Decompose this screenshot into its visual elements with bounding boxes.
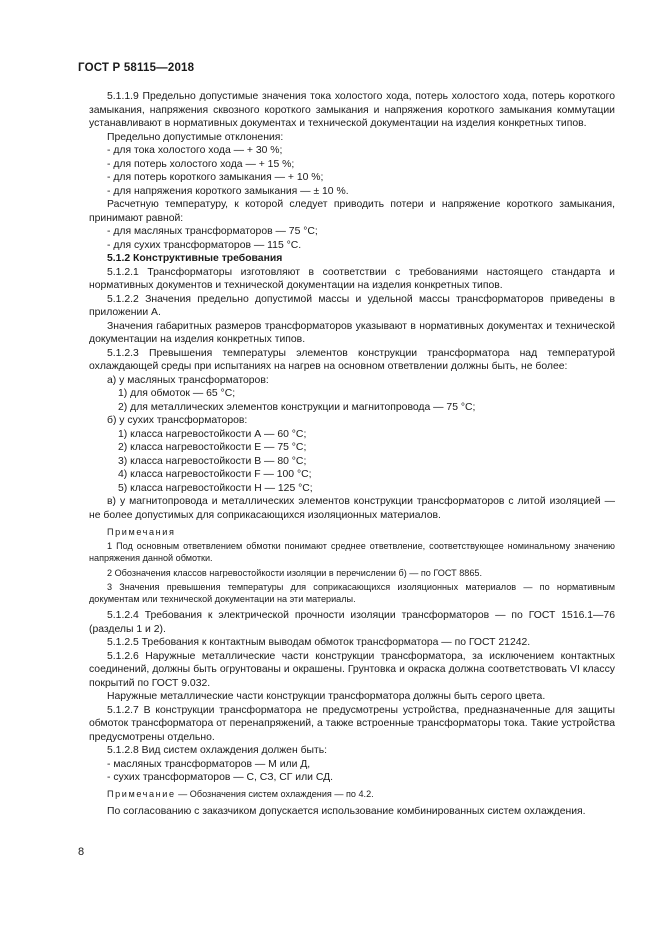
list-item: 2) для металлических элементов конструкции и магнитопровода — 75 °С; <box>118 401 476 413</box>
paragraph-5-1-2-4: 5.1.2.4 Требования к электрической прочности изоляции трансформаторов — по ГОСТ 1516.1—76 (разделы 1 и 2). <box>89 610 615 635</box>
paragraph-5-1-2-7: 5.1.2.7 В конструкции трансформатора не предусмотрены устройства, предназначенные для защиты обмоток трансформатора от перенапряжений, а также встроенные трансформаторы тока. Такие устройства предусмотрены отдельно. <box>89 704 615 743</box>
paragraph-5-1-2-3: 5.1.2.3 Превышения температуры элементов конструкции трансформатора над температурой охлаждающей среды при испытаниях на нагрев на основном ответвлении должны быть, не более: <box>89 347 615 372</box>
page-number: 8 <box>78 846 85 858</box>
paragraph-color: Наружные металлические части конструкции трансформатора должны быть серого цвета. <box>107 691 546 703</box>
list-item: 5) класса нагревостойкости Н — 125 °С; <box>118 482 313 494</box>
paragraph-5-1-1-9: 5.1.1.9 Предельно допустимые значения тока холостого хода, потерь холостого хода, потерь короткого замыкания, напряжения сквозного короткого замыкания и напряжения короткого замыкания коммутации устанавливают в нормативных документах и технической документации на изделия конкретных типов. <box>89 91 615 129</box>
document-body <box>89 90 615 819</box>
deviations-intro: Предельно допустимые отклонения: <box>107 131 284 143</box>
list-item: 1) для обмоток — 65 °С; <box>118 388 236 399</box>
notes-block <box>89 526 615 605</box>
list-item: 3) класса нагревостойкости В — 80 °С; <box>118 455 307 467</box>
list-item: 2) класса нагревостойкости Е — 75 °С; <box>118 442 307 453</box>
note-item: 3 Значения превышения температуры для соприкасающихся изоляционных материалов — по нормативным документам или технической документации на эти материалы. <box>89 581 615 605</box>
list-item: - для масляных трансформаторов — 75 °С; <box>107 226 318 237</box>
paragraph-final: По согласованию с заказчиком допускается использование комбинированных систем охлаждения. <box>107 806 586 818</box>
inline-note-text: — Обозначения систем охлаждения — по 4.2. <box>175 788 374 799</box>
inline-note-label: Примечание <box>107 788 176 799</box>
paragraph-5-1-2-1: 5.1.2.1 Трансформаторы изготовляют в соответствии с требованиями настоящего стандарта и нормативных документов и технической документации на изделия конкретных типов. <box>89 266 615 291</box>
paragraph-5-1-2-5: 5.1.2.5 Требования к контактным выводам обмоток трансформатора — по ГОСТ 21242. <box>107 637 531 649</box>
list-item: - для тока холостого хода — + 30 %; <box>107 145 283 156</box>
temperature-intro: Расчетную температуру, к которой следует приводить потери и напряжение короткого замыкания, принимают равной: <box>89 199 615 224</box>
list-item: 4) класса нагревостойкости F — 100 °С; <box>118 469 312 480</box>
list-item: - масляных трансформаторов — М или Д, <box>107 758 311 770</box>
list-item: - сухих трансформаторов — С, СЗ, СГ или СД. <box>107 772 334 784</box>
list-item: 1) класса нагревостойкости А — 60 °С; <box>118 428 307 440</box>
paragraph-dimensions: Значения габаритных размеров трансформаторов указывают в нормативных документах и технической документации на изделия конкретных типов. <box>89 320 615 345</box>
notes-title: Примечания <box>107 527 176 537</box>
paragraph-5-1-2-8: 5.1.2.8 Вид систем охлаждения должен быть: <box>107 745 328 757</box>
list-item: - для сухих трансформаторов — 115 °С. <box>107 239 302 251</box>
list-item: - для потерь короткого замыкания — + 10 %; <box>107 172 324 183</box>
page-header: ГОСТ Р 58115—2018 <box>78 62 195 74</box>
note-item: 2 Обозначения классов нагревостойкости изоляции в перечислении б) — по ГОСТ 8865. <box>107 567 482 578</box>
list-item-c: в) у магнитопровода и металлических элементов конструкции трансформаторов с литой изоляцией — не более допустимых для соприкасающихся изоляционных материалов. <box>89 496 615 521</box>
inline-note <box>89 788 615 802</box>
list-item: - для потерь холостого хода — + 15 %; <box>107 158 295 170</box>
list-item-a: а) у масляных трансформаторов: <box>107 374 269 386</box>
section-heading-5-1-2: 5.1.2 Конструктивные требования <box>107 253 283 264</box>
list-item-b: б) у сухих трансформаторов: <box>107 415 248 426</box>
note-item: 1 Под основным ответвлением обмотки понимают среднее ответвление, соответствующее номинальному значению напряжения данной обмотки. <box>89 541 615 564</box>
list-item: - для напряжения короткого замыкания — ± 10 %. <box>107 185 349 197</box>
paragraph-5-1-2-6: 5.1.2.6 Наружные металлические части конструкции трансформатора, за исключением контактных соединений, должны быть огрунтованы и окрашены. Грунтовка и окраска должна соответствовать VI классу покрытий по ГОСТ 9.032. <box>89 650 615 689</box>
paragraph-5-1-2-2: 5.1.2.2 Значения предельно допустимой массы и удельной массы трансформаторов приведены в приложении А. <box>89 293 615 318</box>
